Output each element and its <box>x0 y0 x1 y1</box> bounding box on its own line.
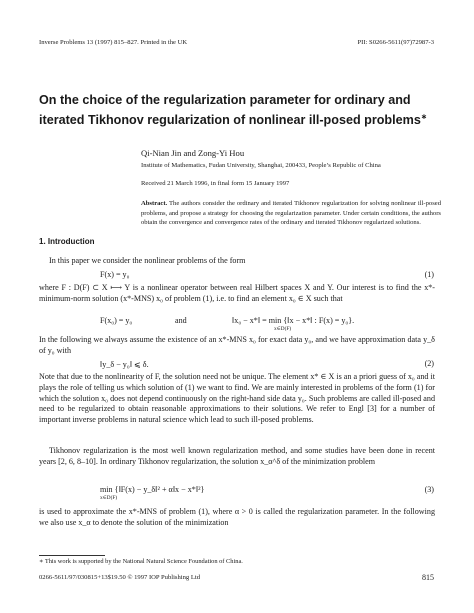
equation-mns-b: ‖x₀ − x*‖ = min {‖x − x*‖ : F(x) = y₀}. <box>232 316 355 325</box>
paragraph-6: is used to approximate the x*-MNS of problem (1), where α > 0 is called the regularization parameter. In the following we also use x_α to denote the solution of the minimization <box>39 507 435 527</box>
abstract <box>141 199 441 228</box>
received-dates: Received 21 March 1996, in final form 15 January 1997 <box>141 180 290 187</box>
abstract-label: Abstract. <box>141 200 168 207</box>
paragraph-1: In this paper we consider the nonlinear problems of the form <box>49 256 246 265</box>
title-footnote-mark: ∗ <box>420 111 428 121</box>
equation-1-number: (1) <box>424 270 434 279</box>
equation-2: ‖y_δ − y₀‖ ⩽ δ. <box>100 360 149 369</box>
abstract-text: The authors consider the ordinary and iterated Tikhonov regularization for solving nonlinear ill-posed problems, and propose a strategy for choosing the regularization parameter. Under certain conditions, the authors obtain the convergence and convergence rates of the ordinary and iterated Tikhonov regularized solutions. <box>141 200 441 227</box>
equation-mns-and: and <box>175 316 187 325</box>
paragraph-4: Note that due to the nonlinearity of F, the solution need not be unique. The element x* ∈ X is an a priori guess of x₀ and it plays the role of telling us which solution of (1) we want to find. We are mainly interested in problems of the form (1) for which the solution x₀ does not depend continuously on the right-hand side data y₀. Such problems are called ill-posed and need to be regularized to obtain reasonable approximations to their solutions. We refer to Engl [3] for a number of important inverse problems in natural science which lead to such ill-posed problems. <box>39 372 435 425</box>
paragraph-5: Tikhonov regularization is the most well known regularization method, and some studies have been done in recent years [2, 6, 8–10]. In ordinary Tikhonov regularization, the solution x_α^δ of the minimization problem <box>39 446 435 466</box>
equation-3: min {‖F(x) − y_δ‖² + α‖x − x*‖²} <box>100 485 205 494</box>
title-text: On the choice of the regularization parameter for ordinary and iterated Tikhonov regularization of nonlinear ill-posed problems <box>39 93 421 127</box>
equation-1: F(x) = y₀ <box>100 270 130 279</box>
paper-title <box>39 93 444 128</box>
paragraph-2: where F : D(F) ⊂ X ⟼ Y is a nonlinear operator between real Hilbert spaces X and Y. Our interest is to find the x*-minimum-norm solution (x*-MNS) x₀ of problem (1), i.e. to find an element x₀ ∈ X such that <box>39 283 435 303</box>
equation-mns-a: F(x₀) = y₀ <box>100 316 133 325</box>
equation-mns-subscript: x∈D(F) <box>274 326 292 332</box>
authors: Qi-Nian Jin and Zong-Yi Hou <box>141 148 245 158</box>
page-number: 815 <box>422 573 434 582</box>
section-heading: 1. Introduction <box>39 237 95 246</box>
footnote: ∗ This work is supported by the National Natural Science Foundation of China. <box>39 558 243 565</box>
equation-2-number: (2) <box>424 359 434 368</box>
equation-3-number: (3) <box>424 485 434 494</box>
affiliation: Institute of Mathematics, Fudan University, Shanghai, 200433, People’s Republic of China <box>141 162 381 169</box>
footer-copyright: 0266-5611/97/030815+13$19.50 © 1997 IOP Publishing Ltd <box>39 574 200 581</box>
running-head-pii: PII: S0266-5611(97)72987-3 <box>357 39 434 46</box>
running-head-journal: Inverse Problems 13 (1997) 815–827. Printed in the UK <box>39 39 188 46</box>
paragraph-3: In the following we always assume the existence of an x*-MNS x₀ for exact data y₀, and we have approximation data y_δ of y₀ with <box>39 335 435 355</box>
equation-3-subscript: x∈D(F) <box>100 495 118 501</box>
footnote-rule <box>39 555 105 556</box>
